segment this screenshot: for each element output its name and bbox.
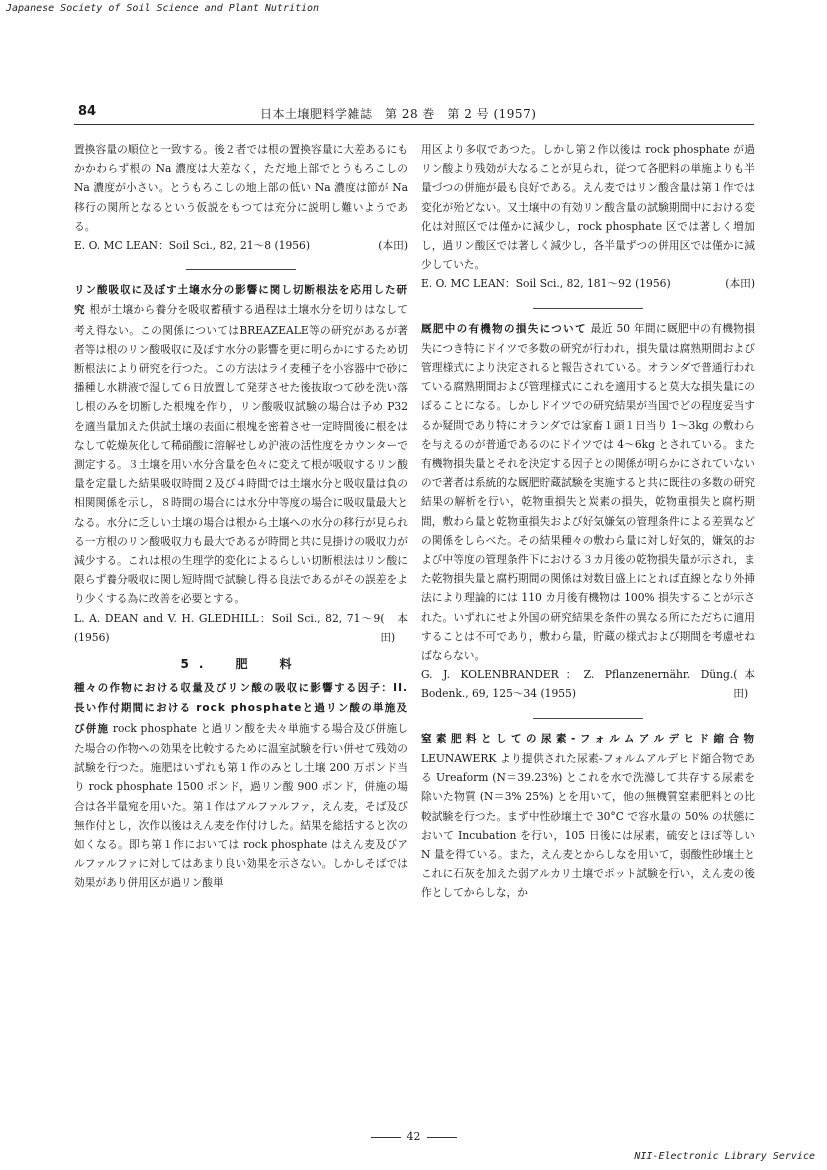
header-rule xyxy=(74,124,754,125)
separator xyxy=(533,718,643,719)
article-body: rock phosphate と過リン酸を夫々単施する場合及び併施した場合の作物への効果を比較するために温室試験を行い併せて残効の試験を行つた。施肥はいずれも第１作のみとし土壌 200 万ポンド当り rock phosphate 1500 ポンド，過リン酸 900 ポンド，併施の場合は各半量宛を用いた。第１作はアルファルファ，えん麦，そば及び無作付とし，次作以後はえん麦を作付けした。結果を総括すると次の如くなる。即ち第１作においては rock phosphate はえん麦及びアルファルファに対してはあまり良い効果を示さない。しかしそばでは効果があり併用区が過リン酸単 xyxy=(74,721,408,890)
page-number: 84 xyxy=(78,104,97,119)
journal-title: 日本土壌肥料学雑誌 第 28 巻 第 2 号 (1957) xyxy=(260,107,537,121)
section-heading: 5. 肥 料 xyxy=(180,657,302,672)
paragraph: 用区より多収であつた。しかし第２作以後は rock phosphate が過リン酸より残効が大なることが見られ，従つて各肥料の単施よりも半量づつの併施が最も良好である。えん麦ではリン酸含量は第１作では変化が殆どない。又土壌中の有効リン酸含量の試験期間中における変化は対照区では僅かに減少し，rock phosphate 区では著しく増加し，過リン酸区では著しく減少し，各半量ずつの併用区では僅かに減少していた。 xyxy=(421,143,755,272)
footer-page-number: 42 xyxy=(406,1130,421,1143)
paragraph: 置換容量の順位と一致する。後２者では根の置換容量に大差あるにもかかわらず根の Na 濃度は大差なく，ただ地上部でとうもろこしの Na 濃度が小さい。とうもろこしの地上部の低い Na 濃度は節が Na 移行の関所となるという仮説をもつては充分に説明し難いようである。 xyxy=(74,143,408,233)
article-title: 種々の作物における収量及びリン酸の吸収に影響する因子：II. 長い作付期間における rock phosphateと過リン酸の単施及び併施 xyxy=(74,682,408,735)
citation-line xyxy=(421,274,755,293)
article-body: 根が土壌から養分を吸収蓄積する過程は土壌水分を切りはなして考え得ない。この関係についてはBREAZEALE等の研究があるが著者等は根のリン酸吸収に及ぼす水分の影響を更に明らかにするため切断根法により研究を行つた。この方法はライ麦種子を小容器中で砂に播種し水耕液で湿して６日放置して発芽させた後抜取つて砂を洗い落し根のみを切断した根塊を作り，リン酸吸収試験の場合は予め P32 を適当量加えた供試土壌の表面に根塊を密着させ一定時間後に根をはなして乾燥灰化して稀硝酸に溶解せしめ沪液の活性度をカウンターで測定する。３土壌を用い水分含量を色々に変えて根が吸収するリン酸量を定量した結果吸収時間２及び４時間では土壌水分と吸収量は負の相関関係を示し，８時間の場合には水分中等度の場合に吸収量最大となる。水分に乏しい土壌の場合は根から土壌への水分の移行が見られる一方根のリン酸吸収力も最大であるが時間と共に見掛けの吸収力が減少する。これは根の生理学的変化によるらしい切断根法はリン酸に限らず養分吸収に関し短時間で試験し得る良法であるがその誤差をより少くする為に改善を必要とする。 xyxy=(74,303,408,606)
citation-line xyxy=(74,609,408,647)
citation: L. A. DEAN and V. H. GLEDHILL：Soil Sci., 82, 71～9 (1956) xyxy=(74,611,381,644)
left-column xyxy=(74,140,408,890)
article-title: リン酸吸収に及ぼす土壌水分の影響に関し切断根法を応用した研究 xyxy=(74,284,408,317)
separator xyxy=(533,308,643,309)
page-footer xyxy=(0,1130,827,1143)
right-column xyxy=(421,140,755,900)
citation: E. O. MC LEAN：Soil Sci., 82, 21～8 (1956) xyxy=(74,239,311,253)
article-title: 窒素肥料としての尿素-フォルムアルデヒド縮合物 xyxy=(421,732,755,745)
article-body: 最近 50 年間に厩肥中の有機物損失につき特にドイツで多数の研究が行われ，損失量は腐熟期間および管理様式により決定されると報告されている。オランダで普通行われている腐熟期間および管理様式にこれを適用すると莫大な損失量にのぼることになる。しかしドイツでの研究結果が当国でどの程度妥当するか疑問であり特にオランダでは家畜１頭１日当り 1～3kg の敷わらを与えるのが普通であるのにドイツでは 4～6kg とされている。また有機物損失量とそれを決定する因子との関係が明らかにされていないので著者は系統的な厩肥貯蔵試験を実施すると共に既往の多数の研究結果の解析を行い，乾物重損失と炭素の損失，乾物重損失と腐朽期間，敷わら量と乾物重損失および好気嫌気の管理条件による差異などの関係をしらべた。その結果種々の敷わら量に対し好気的，嫌気的および中等度の管理条件下における３カ月後の乾物損失量が示され，また乾物損失量と腐朽期間の関係は対数目盛上にとれば直線となり外挿法により理論的には 110 カ月後有機物は 100% 損失することが示された。いずれにせよ外国の研究結果を条件の異なる所にただちに適用することは不可であり，敷わら量，貯蔵の様式および期間を考慮せねばならない。 xyxy=(421,321,755,663)
citation-line xyxy=(74,236,408,255)
provider-footer: NII-Electronic Library Service xyxy=(634,1151,815,1162)
citation: E. O. MC LEAN：Soil Sci., 82, 181～92 (1956) xyxy=(421,277,671,291)
footer-dash xyxy=(371,1137,401,1138)
article xyxy=(421,729,755,903)
citation-line xyxy=(421,665,755,703)
article-title: 厩肥中の有機物の損失について xyxy=(421,322,587,335)
article-body: LEUNAWERK より提供された尿素-フォルムアルデヒド縮合物である Ureaform (N＝39.23%) とこれを水で洗滌して共存する尿素を除いた物質 (N＝3% 25%) とを用いて，他の無機質窒素肥料との比較試験を行つた。まず中性砂壌土で 30°C で容水量の 50% の状態において Incubation を行い，105 日後には尿素，硫安とほぼ等しい N 量を得ている。また，えん麦とからしなを用いて，弱酸性砂壌土とこれに石灰を加えた弱アルカリ土壌でポット試験を行い，えん麦の後作としてからしな，か xyxy=(421,751,755,900)
reviewer: (本田) xyxy=(733,668,755,701)
separator xyxy=(186,269,296,270)
reviewer: (本田) xyxy=(378,239,408,253)
footer-dash xyxy=(427,1137,457,1138)
article xyxy=(421,319,755,666)
reviewer: (本田) xyxy=(725,277,755,291)
article xyxy=(74,280,408,608)
reviewer: (本田) xyxy=(380,611,408,644)
article xyxy=(74,678,408,892)
citation: G. J. KOLENBRANDER：Z. Pflanzenernähr. Düng. Bodenk., 69, 125～34 (1955) xyxy=(421,668,734,701)
society-header: Japanese Society of Soil Science and Plant Nutrition xyxy=(6,3,320,14)
